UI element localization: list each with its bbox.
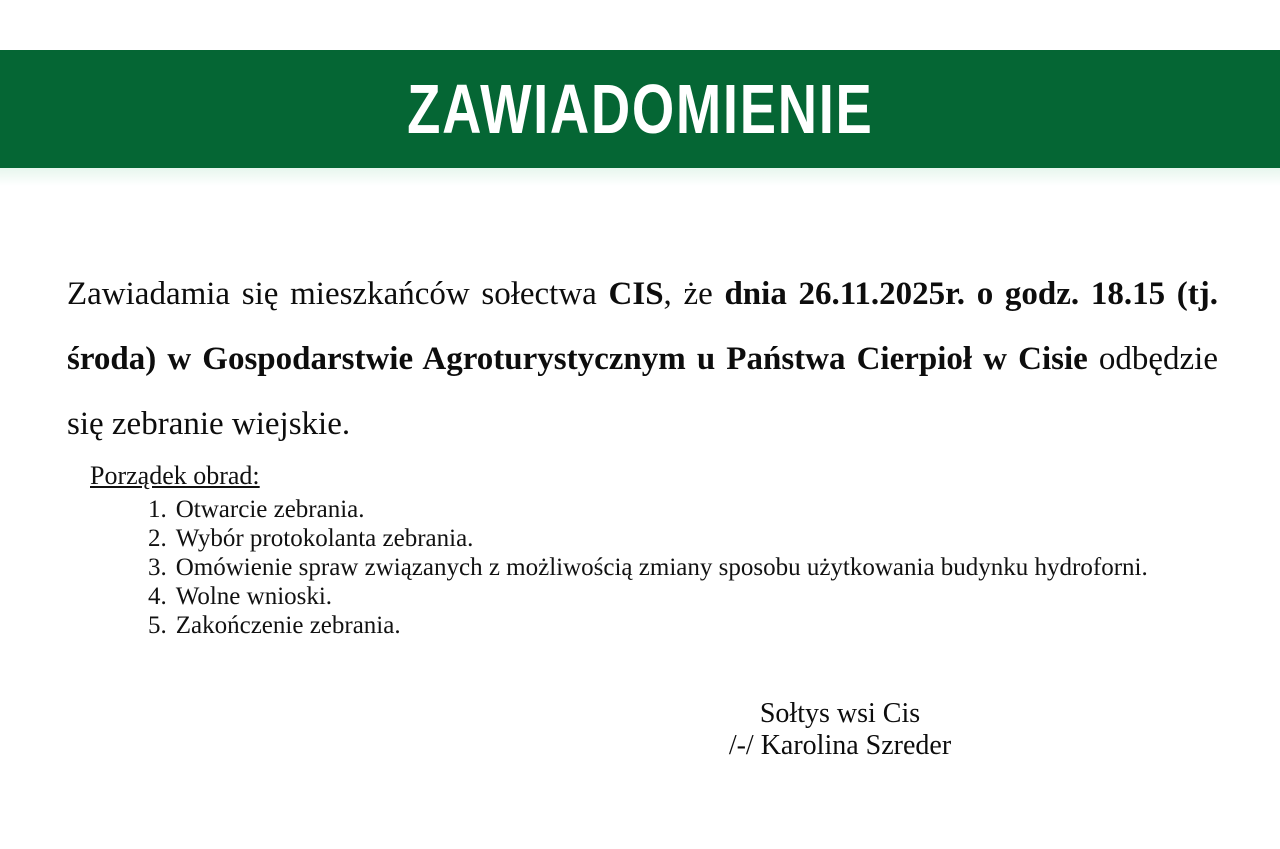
- signature-name: /-/ Karolina Szreder: [728, 730, 952, 761]
- agenda-item: [148, 524, 1220, 553]
- agenda-item-text: Omówienie spraw związanych z możliwością zmiany sposobu użytkowania budynku hydroforni.: [175, 554, 1148, 581]
- agenda-item: [148, 611, 1220, 640]
- agenda-item-number: 1.: [148, 496, 167, 523]
- text-segment: , że: [663, 276, 725, 312]
- agenda-item: [148, 495, 1220, 524]
- signature-role: Sołtys wsi Cis: [759, 698, 921, 729]
- agenda-item-number: 4.: [148, 583, 167, 610]
- agenda-item-text: Wolne wnioski.: [175, 583, 333, 610]
- text-segment: Zawiadamia się mieszkańców sołectwa: [67, 276, 609, 312]
- title-banner: [0, 50, 1280, 168]
- page-title: ZAWIADOMIENIE: [406, 70, 874, 148]
- agenda-item-number: 2.: [148, 525, 167, 552]
- agenda-item-text: Otwarcie zebrania.: [175, 496, 365, 523]
- agenda-item-number: 3.: [148, 554, 167, 581]
- agenda-list: [90, 495, 1220, 640]
- agenda-item: [148, 553, 1220, 582]
- agenda-item-number: 5.: [148, 612, 167, 639]
- bold-text-segment: dnia 26.11.2025r. o godz. 18.15 (tj. środa) w Gospodarstwie Agroturystycznym u Państwa Cierpioł w Cisie: [67, 276, 1218, 377]
- text-segment: odbędzie się zebranie wiejskie.: [67, 341, 1218, 442]
- bold-text-segment: CIS: [608, 276, 664, 312]
- agenda-item-text: Wybór protokolanta zebrania.: [175, 525, 474, 552]
- announcement-paragraph: [67, 262, 1218, 457]
- agenda-item-text: Zakończenie zebrania.: [175, 612, 401, 639]
- signature-block: [690, 698, 990, 762]
- agenda-section: [90, 461, 1220, 640]
- agenda-heading: Porządek obrad:: [90, 461, 260, 490]
- agenda-item: [148, 582, 1220, 611]
